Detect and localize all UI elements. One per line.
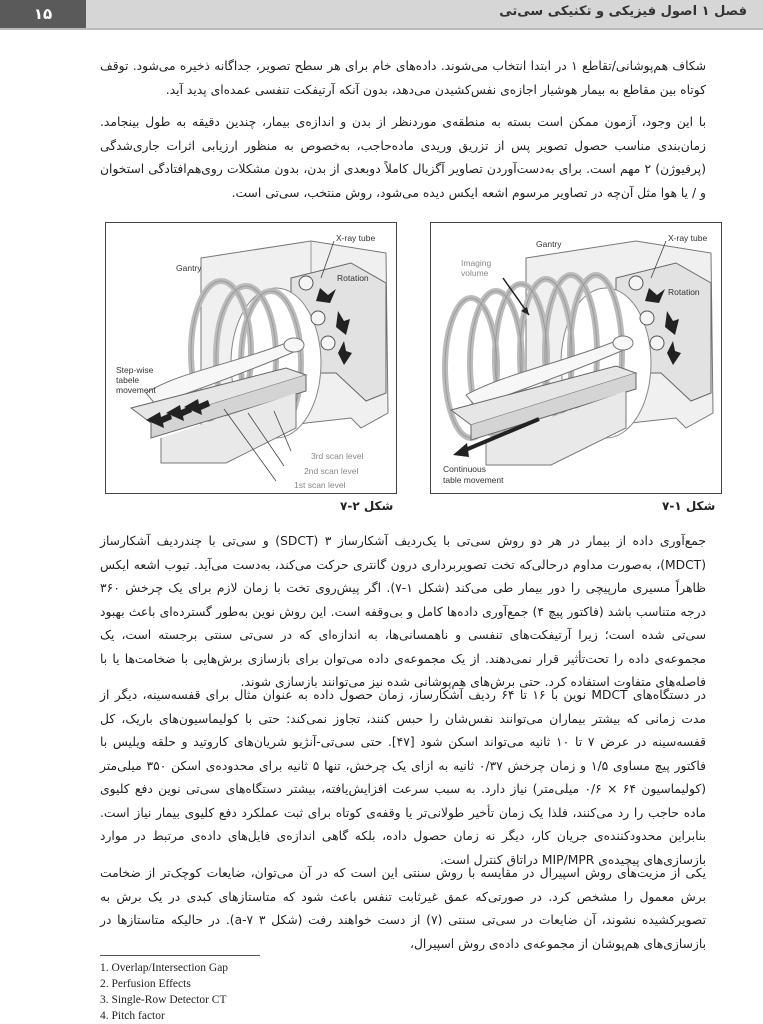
label-movement-1: Step-wise [116, 365, 154, 375]
page-header [0, 0, 763, 34]
label-gantry: Gantry [176, 263, 202, 273]
footnote-divider [100, 955, 260, 956]
label-scan-2: 2nd scan level [304, 466, 359, 476]
label-rotation: Rotation [337, 273, 369, 283]
chapter-title: فصل ۱ اصول فیزیکی و تکنیکی سی‌تی [499, 4, 747, 19]
page-number: ۱۵ [0, 0, 86, 28]
paragraph-2: با این وجود، آزمون ممکن است بسته به منطقه‌ی موردنظر از بدن و اندازه‌ی بیمار، چندین دقیقه به طول بینجامد. زمان‌بندی مناسب حصول تصویر پس از تزریق وریدی ماده‌حاجب، به‌خصوص به منظور ارزیابی اثرات جاری‌شدگی (پرفیوژن) ۲ مهم است. برای به‌دست‌آوردن تصاویر آگزیال کاملاً دوبعدی از بدن، بدون مشکلات روی‌هم‌افتادگی استخوان و / یا هوا مثل آن‌چه در تصاویر مرسوم اشعه ایکس دیده می‌شود، روش منتخب، سی‌تی است. [100, 115, 706, 200]
figure-conventional-ct [105, 222, 397, 494]
label-scan-3: 3rd scan level [311, 451, 364, 461]
paragraph-3: جمع‌آوری داده از بیمار در هر دو روش سی‌تی با یک‌ردیف آشکارساز ۳ (SDCT) و سی‌تی با چندردیف آشکارساز (MDCT)، به‌صورت مداوم درحالی‌که تخت تصویربرداری درون گانتری حرکت می‌کند، به‌دست می‌آید. تیوب اشعه ایکس ظاهراً مسیری مارپیچی را دور بیمار طی می‌کند (شکل ۱-۷). اگر پیش‌روی تخت با زمان لازم برای یک چرخش ۳۶۰ درجه متناسب باشد (فاکتور پیچ ۴) جمع‌آوری داده‌ها کامل و بی‌وقفه است. این روش نوین به‌طور گسترده‌ای باعث بهبود سی‌تی شده است؛ زیرا آرتیفکت‌های تنفسی و ناهمسانی‌ها، به اندازه‌ای که در سی‌تی سنتی برجسته است، یک مجموعه‌ی داده را تحت‌تأثیر قرار نمی‌دهند. از یک مجموعه‌ی داده می‌توان برای بازسازی برش‌هایی با ضخامت‌ها یا با فاصله‌های متفاوت استفاده کرد. حتی برش‌های هم‌پوشانی شده نیز می‌توانند بازسازی شوند. [100, 534, 706, 689]
paragraph-1: شکاف هم‌پوشانی/تقاطع ۱ در ابتدا انتخاب می‌شوند. داده‌های خام برای هر سطح تصویر، جداگانه ذخیره می‌شود. توقف کوتاه بین مقاطع به بیمار هوشیار اجازه‌ی نفس‌کشیدن می‌دهد، بدون آنکه آرتیفکت تنفسی عمده‌ای پدید آید. [100, 59, 706, 97]
footnote-2: 2. Perfusion Effects [100, 978, 191, 990]
patient-head [284, 338, 304, 352]
label-movement-2: table movement [443, 475, 504, 485]
label-rotation: Rotation [668, 287, 700, 297]
label-movement-1: Continuous [443, 464, 487, 474]
label-movement-3: movement [116, 385, 156, 395]
label-imaging-2: volume [461, 268, 489, 278]
footnote-3: 3. Single-Row Detector CT [100, 994, 227, 1006]
figure-spiral-ct [430, 222, 722, 494]
label-gantry: Gantry [536, 239, 562, 249]
label-movement-2: tabele [116, 375, 140, 385]
label-imaging-1: Imaging [461, 258, 492, 268]
continuous-movement-arrowhead [453, 443, 469, 457]
footnote-1: 1. Overlap/Intersection Gap [100, 962, 229, 974]
conventional-ct-illustration [106, 223, 396, 493]
label-scan-1: 1st scan level [294, 480, 346, 490]
label-xray-tube: X-ray tube [668, 233, 708, 243]
label-xray-tube: X-ray tube [336, 233, 376, 243]
patient-head [613, 336, 633, 350]
footnote-4: 4. Pitch factor [100, 1010, 165, 1022]
figure-caption-right: شکل ۱-۷ [662, 499, 716, 513]
spiral-ct-illustration [431, 223, 721, 493]
figure-caption-left: شکل ۲-۷ [340, 499, 394, 513]
paragraph-5: یکی از مزیت‌های روش اسپیرال در مقایسه با روش سنتی این است که در آن می‌توان، ضایعات کوچک‌تر از ضخامت برش معمول را مشخص کرد. در صورتی‌که عمق غیرثابت تنفس باعث شود که متاستازهای کبدی در یک برش به تصویرکشیده نشوند، آن ضایعات در سی‌تی سنتی (۷) از دست خواهند رفت (شکل ۳ a-۷). در حالیکه متاستازها در بازسازی‌های هم‌پوشان از مجموعه‌ی داده‌ی روش اسپیرال، [100, 866, 706, 951]
footnotes [100, 960, 500, 1024]
paragraph-4: در دستگاه‌های MDCT نوین با ۱۶ تا ۶۴ ردیف آشکارساز، زمان حصول داده به عنوان مثال برای قفسه‌سینه، دیگر از مدت زمانی که بیشتر بیماران می‌توانند نفس‌شان را حبس کنند، تجاوز نمی‌کند: حتی با کولیماسیون‌های باریک، کل قفسه‌سینه در عرض ۷ تا ۱۰ ثانیه می‌تواند اسکن شود [۴۷]. حتی سی‌تی-آنژیو شریان‌های کاروتید و حلقه ویلیس با فاکتور پیچ مساوی ۱/۵ و زمان چرخش ۰/۳۷ ثانیه به ازای یک چرخش، تنها ۵ ثانیه برای محدوده‌ی اسکن ۳۵۰ میلی‌متر (کولیماسیون ۶۴ × ۰/۶ میلی‌متر) نیاز دارد. به سبب سرعت افزایش‌یافته، بیشتر دستگاه‌های سی‌تی نوین دفع کلیوی ماده حاجب را رد می‌کنند، فلذا یک زمان تأخیر طولانی‌تر یا وقفه‌ی کوتاه برای ثبت عملکرد دفع کلیوی بیمار نیاز است. بنابراین محدودکننده‌ی جریان کار، دیگر نه زمان حصول داده، بلکه گاهی اندازه‌ی فایل‌های داده‌ی مرتبط در موارد بازسازی‌های پیچیده‌ی MIP/MPR دراتاق کنترل است. [100, 688, 707, 867]
